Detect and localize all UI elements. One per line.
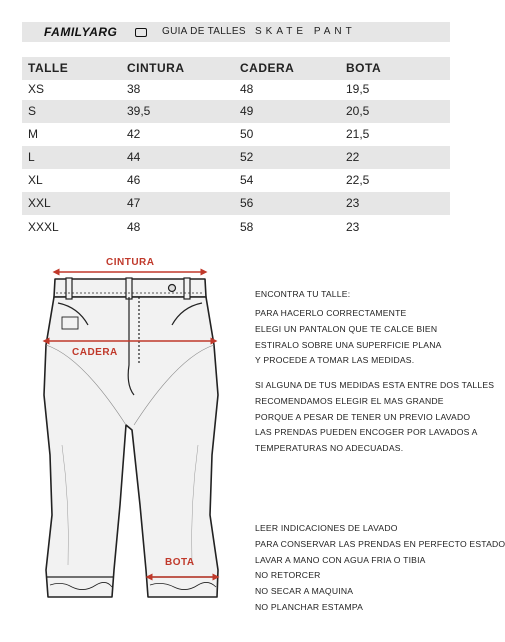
brand-logo: FAMILYARG — [44, 25, 118, 39]
waist-cell: 46 — [127, 173, 141, 187]
size-cell: XXL — [28, 196, 51, 210]
instruction-line: ELEGI UN PANTALON QUE TE CALCE BIEN — [255, 323, 438, 334]
waist-cell: 39,5 — [127, 104, 151, 118]
product-name: SKATE PANT — [255, 26, 356, 37]
pants-illustration — [22, 245, 240, 637]
size-cell: XXXL — [28, 220, 59, 234]
hip-cell: 52 — [240, 150, 254, 164]
column-header: BOTA — [346, 61, 382, 75]
column-header: TALLE — [28, 61, 69, 75]
waist-cell: 42 — [127, 127, 141, 141]
hip-cell: 58 — [240, 220, 254, 234]
hip-cell: 49 — [240, 104, 254, 118]
table-row — [22, 216, 450, 239]
size-cell: XS — [28, 82, 45, 96]
hem-cell: 20,5 — [346, 104, 370, 118]
table-header-row — [22, 57, 450, 80]
column-header: CINTURA — [127, 61, 185, 75]
size-cell: M — [28, 127, 38, 141]
advice-line: PORQUE A PESAR DE TENER UN PREVIO LAVADO — [255, 411, 471, 422]
brand-mark-icon — [135, 28, 147, 37]
instruction-line: ESTIRALO SOBRE UNA SUPERFICIE PLANA — [255, 339, 442, 350]
advice-line: RECOMENDAMOS ELEGIR EL MAS GRANDE — [255, 395, 444, 406]
column-header: CADERA — [240, 61, 295, 75]
pants-diagram — [22, 245, 240, 637]
hem-cell: 22,5 — [346, 173, 370, 187]
instructions-heading — [255, 287, 350, 303]
waist-label: CINTURA — [106, 257, 155, 268]
hem-cell: 21,5 — [346, 127, 370, 141]
advice-line: LAS PRENDAS PUEDEN ENCOGER POR LAVADOS A — [255, 427, 478, 438]
care-line: NO RETORCER — [255, 570, 321, 581]
table-row — [22, 169, 450, 192]
hip-cell: 56 — [240, 196, 254, 210]
waist-cell: 38 — [127, 82, 141, 96]
instruction-line: PARA HACERLO CORRECTAMENTE — [255, 308, 407, 318]
advice-line: TEMPERATURAS NO ADECUADAS. — [255, 443, 404, 454]
advice-line: SI ALGUNA DE TUS MEDIDAS ESTA ENTRE DOS TALLES — [255, 380, 495, 390]
instruction-line: Y PROCEDE A TOMAR LAS MEDIDAS. — [255, 355, 415, 366]
hem-cell: 22 — [346, 150, 360, 164]
size-cell: XL — [28, 173, 43, 187]
waist-cell: 44 — [127, 150, 141, 164]
hem-cell: 19,5 — [346, 82, 370, 96]
care-line: PARA CONSERVAR LAS PRENDAS EN PERFECTO ESTADO — [255, 538, 505, 549]
care-line: NO SECAR A MAQUINA — [255, 586, 354, 597]
hem-label: BOTA — [165, 557, 195, 568]
table-row — [22, 78, 450, 101]
care-instructions — [255, 521, 505, 616]
hip-label: CADERA — [72, 347, 118, 358]
table-row — [22, 146, 450, 169]
hip-cell: 54 — [240, 173, 254, 187]
size-cell: L — [28, 150, 35, 164]
waist-cell: 47 — [127, 196, 141, 210]
heading-line: ENCONTRA TU TALLE: — [255, 289, 351, 299]
table-row — [22, 192, 450, 215]
hem-cell: 23 — [346, 196, 360, 210]
table-row — [22, 100, 450, 123]
waist-cell: 48 — [127, 220, 141, 234]
table-row — [22, 123, 450, 146]
hip-cell: 50 — [240, 127, 254, 141]
care-line: LEER INDICACIONES DE LAVADO — [255, 523, 398, 533]
guide-title: GUIA DE TALLES — [162, 26, 246, 37]
hip-cell: 48 — [240, 82, 254, 96]
measure-instructions — [255, 306, 442, 369]
size-advice — [255, 378, 494, 457]
care-line: LAVAR A MANO CON AGUA FRIA O TIBIA — [255, 554, 426, 565]
size-cell: S — [28, 104, 37, 118]
care-line: NO PLANCHAR ESTAMPA — [255, 601, 364, 612]
hem-cell: 23 — [346, 220, 360, 234]
header-bar — [22, 22, 450, 42]
